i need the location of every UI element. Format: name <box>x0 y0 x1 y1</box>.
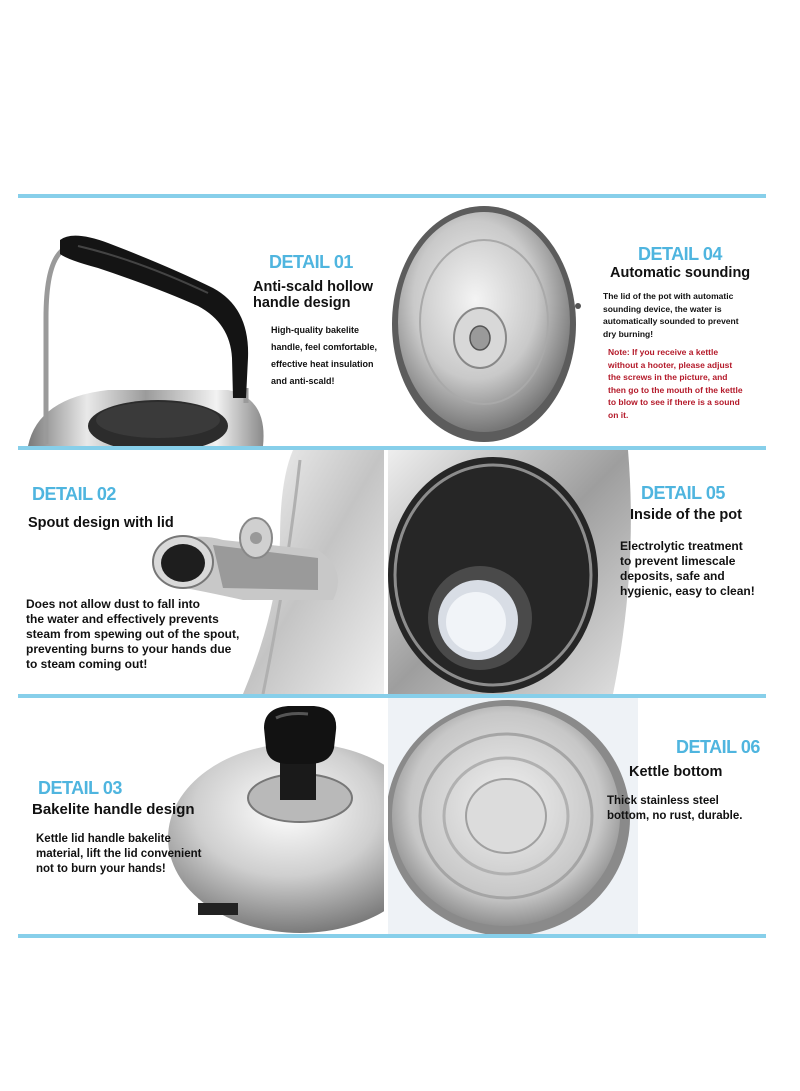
detail-01-tag: DETAIL 01 <box>269 252 353 272</box>
detail-03-title: Bakelite handle design <box>32 801 195 818</box>
detail-03-body: Kettle lid handle bakelite material, lift the lid convenient not to burn your hands! <box>36 833 202 875</box>
detail-04-tag: DETAIL 04 <box>638 244 722 264</box>
detail-02-title: Spout design with lid <box>28 515 174 531</box>
detail-05-panel <box>388 450 766 694</box>
detail-06-title: Kettle bottom <box>629 764 723 780</box>
detail-01-body: High-quality bakelite handle, feel comfortable, effective heat insulation and anti-scald! <box>271 325 378 386</box>
detail-02-body: Does not allow dust to fall into the water and effectively prevents steam from spewing out of the spout, preventing burns to your hands due to steam coming out! <box>26 597 240 671</box>
detail-04-body: The lid of the pot with automatic sounding device, the water is automatically sounded to prevent dry burning! <box>603 291 739 339</box>
detail-06-body: Thick stainless steel bottom, no rust, durable. <box>607 795 743 822</box>
detail-04-note: Note: If you receive a kettle without a hooter, please adjust the screws in the picture, and then go to the mouth of the kettle to blow to see if there is a sound on it. <box>608 347 743 420</box>
divider-bottom <box>18 934 766 938</box>
detail-06-tag: DETAIL 06 <box>676 737 760 757</box>
detail-01-panel <box>18 198 384 446</box>
detail-04-title: Automatic sounding <box>610 265 751 281</box>
detail-05-tag: DETAIL 05 <box>641 483 725 503</box>
detail-01-title: Anti-scald hollow handle design <box>253 279 374 311</box>
detail-03-tag: DETAIL 03 <box>38 778 122 798</box>
detail-04-panel <box>388 198 766 446</box>
detail-02-panel <box>18 450 384 694</box>
detail-03-panel <box>18 698 384 934</box>
detail-05-title: Inside of the pot <box>630 507 742 523</box>
detail-05-body: Electrolytic treatment to prevent limescale deposits, safe and hygienic, easy to clean! <box>620 539 755 598</box>
detail-02-tag: DETAIL 02 <box>32 484 116 504</box>
detail-06-panel <box>388 698 766 934</box>
